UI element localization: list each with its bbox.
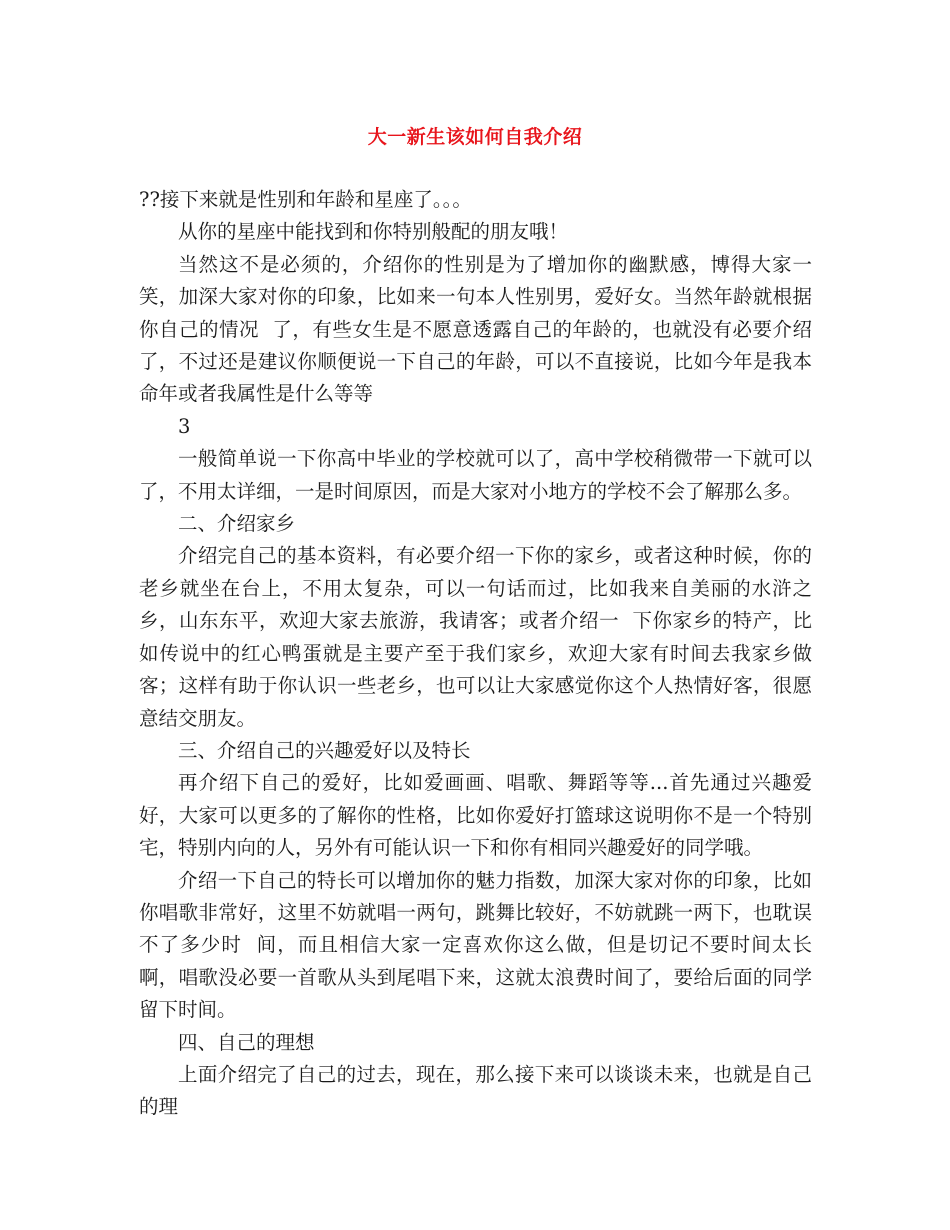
document-body [139, 184, 812, 1124]
section-heading: 四、自己的理想 [178, 1030, 315, 1054]
paragraph: 介绍一下自己的特长可以增加你的魅力指数，加深大家对你的印象，比如你唱歌非常好，这里不妨就唱一两句，跳舞比较好，不妨就跳一两下，也耽误不了多少时 间，而且相信大家一定喜欢你这么做，但是切记不要时间太长啊，唱歌没必要一首歌从头到尾唱下来，这就太浪费时间了，要给后面的同学留下时间。 [139, 868, 812, 1022]
paragraph: 再介绍下自己的爱好，比如爱画画、唱歌、舞蹈等等...首先通过兴趣爱好，大家可以更多的了解你的性格，比如你爱好打篮球这说明你不是一个特别宅，特别内向的人，另外有可能认识一下和你有相同兴趣爱好的同学哦。 [139, 771, 812, 860]
section-heading: 二、介绍家乡 [178, 512, 296, 536]
document-title: 大一新生该如何自我介绍 [367, 126, 583, 148]
paragraph: 上面介绍完了自己的过去，现在，那么接下来可以谈谈未来，也就是自己的理 [139, 1062, 812, 1119]
paragraph: 从你的星座中能找到和你特别般配的朋友哦！ [178, 220, 569, 244]
paragraph: 一般简单说一下你高中毕业的学校就可以了，高中学校稍微带一下就可以了，不用太详细，一是时间原因，而是大家对小地方的学校不会了解那么多。 [139, 447, 812, 503]
paragraph: ??接下来就是性别和年龄和星座了。。。 [139, 188, 472, 211]
paragraph: 当然这不是必须的，介绍你的性别是为了增加你的幽默感，博得大家一笑，加深大家对你的印象，比如来一句本人性别男，爱好女。当然年龄就根据你自己的情况 了，有些女生是不愿意透露自己的年龄的，也就没有必要介绍了，不过还是建议你顺便说一下自己的年龄，可以不直接说，比如今年是我本命年或者我属性是什么等等 [139, 252, 812, 406]
paragraph: 3 [178, 414, 191, 438]
paragraph: 介绍完自己的基本资料，有必要介绍一下你的家乡，或者这种时候，你的老乡就坐在台上，不用太复杂，可以一句话而过，比如我来自美丽的水浒之乡，山东东平，欢迎大家去旅游，我请客；或者介绍一 下你家乡的特产，比如传说中的红心鸭蛋就是主要产至于我们家乡，欢迎大家有时间去我家乡做客；这样有助于你认识一些老乡，也可以让大家感觉你这个人热情好客，很愿意结交朋友。 [139, 544, 812, 730]
section-heading: 三、介绍自己的兴趣爱好以及特长 [178, 738, 471, 762]
